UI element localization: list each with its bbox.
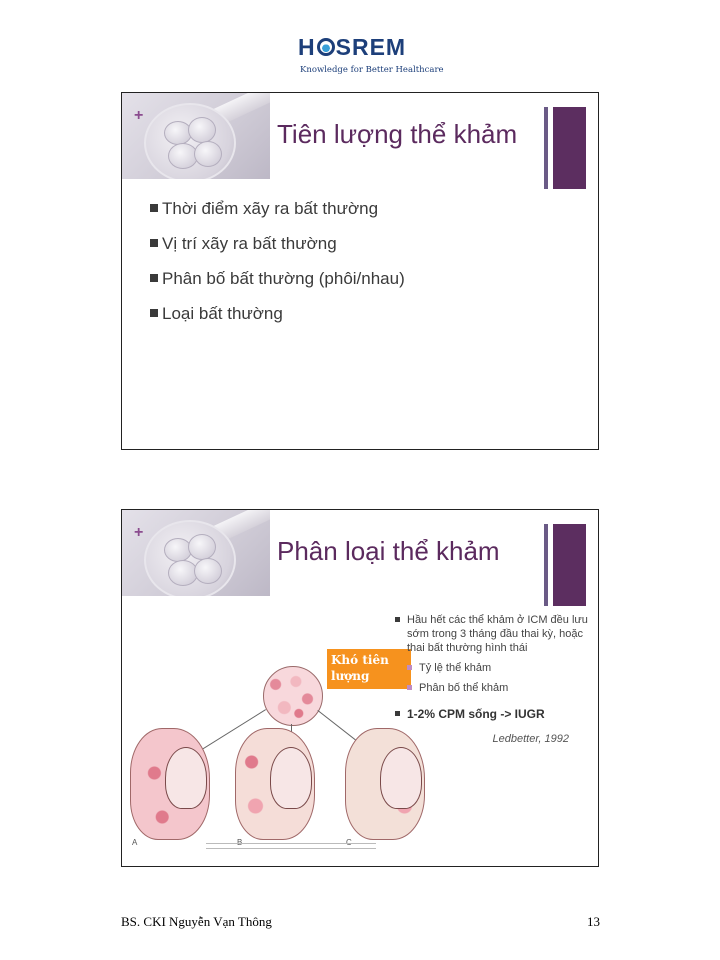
slide-title: Tiên lượng thể khảm xyxy=(277,119,518,149)
bullet-item: Phân bố bất thường (phôi/nhau) xyxy=(150,269,405,289)
blastocyst-illustration xyxy=(263,666,323,726)
bullet-item: Loại bất thường xyxy=(150,304,405,324)
square-bullet-icon xyxy=(150,239,158,247)
fetus-illustration-b xyxy=(235,728,315,840)
accent-bar-thin xyxy=(544,524,548,606)
bullet-item: Thời điểm xãy ra bất thường xyxy=(150,199,405,219)
figure-label-b: B xyxy=(237,838,243,847)
logo-wordmark: H SREM xyxy=(298,34,407,60)
footer-author: BS. CKI Nguyễn Vạn Thông xyxy=(121,914,272,929)
sub-bullet-item: Tỷ lệ thể khảm xyxy=(395,661,595,675)
square-bullet-icon xyxy=(150,204,158,212)
square-bullet-icon xyxy=(407,685,412,690)
square-bullet-icon xyxy=(150,274,158,282)
square-bullet-icon xyxy=(407,665,412,670)
classification-notes xyxy=(395,613,595,745)
embryo-image xyxy=(122,510,270,596)
slide-classification xyxy=(121,509,599,867)
embryo-image xyxy=(122,93,270,179)
logo-tagline: Knowledge for Better Healthcare xyxy=(300,65,444,75)
callout-box: Khó tiên lượng xyxy=(327,649,411,689)
bullet-item-strong: 1-2% CPM sống -> IUGR xyxy=(395,707,595,721)
hosrem-logo xyxy=(298,34,444,78)
bullet-item: Vị trí xãy ra bất thường xyxy=(150,234,405,254)
accent-bar-thin xyxy=(544,107,548,189)
square-bullet-icon xyxy=(150,309,158,317)
square-bullet-icon xyxy=(395,617,400,622)
sub-bullet-item: Phân bố thể khảm xyxy=(395,681,595,695)
reference-citation: Ledbetter, 1992 xyxy=(492,733,569,745)
slide-title: Phân loại thể khảm xyxy=(277,536,500,566)
plus-icon: + xyxy=(134,524,144,541)
figure-label-a: A xyxy=(132,838,138,847)
figure-caption xyxy=(206,842,376,852)
bullet-list xyxy=(150,199,405,339)
slide-prognosis xyxy=(121,92,599,450)
logo-globe-icon xyxy=(317,38,335,56)
accent-bar xyxy=(553,107,586,189)
plus-icon: + xyxy=(134,107,144,124)
figure-label-c: C xyxy=(346,838,352,847)
bullet-item: Hầu hết các thể khảm ở ICM đều lưu sớm trong 3 tháng đầu thai kỳ, hoặc thai bất thường hình thái xyxy=(395,613,595,655)
square-bullet-icon xyxy=(395,711,400,716)
page-number: 13 xyxy=(587,914,600,929)
fetus-illustration-a xyxy=(130,728,210,840)
accent-bar xyxy=(553,524,586,606)
